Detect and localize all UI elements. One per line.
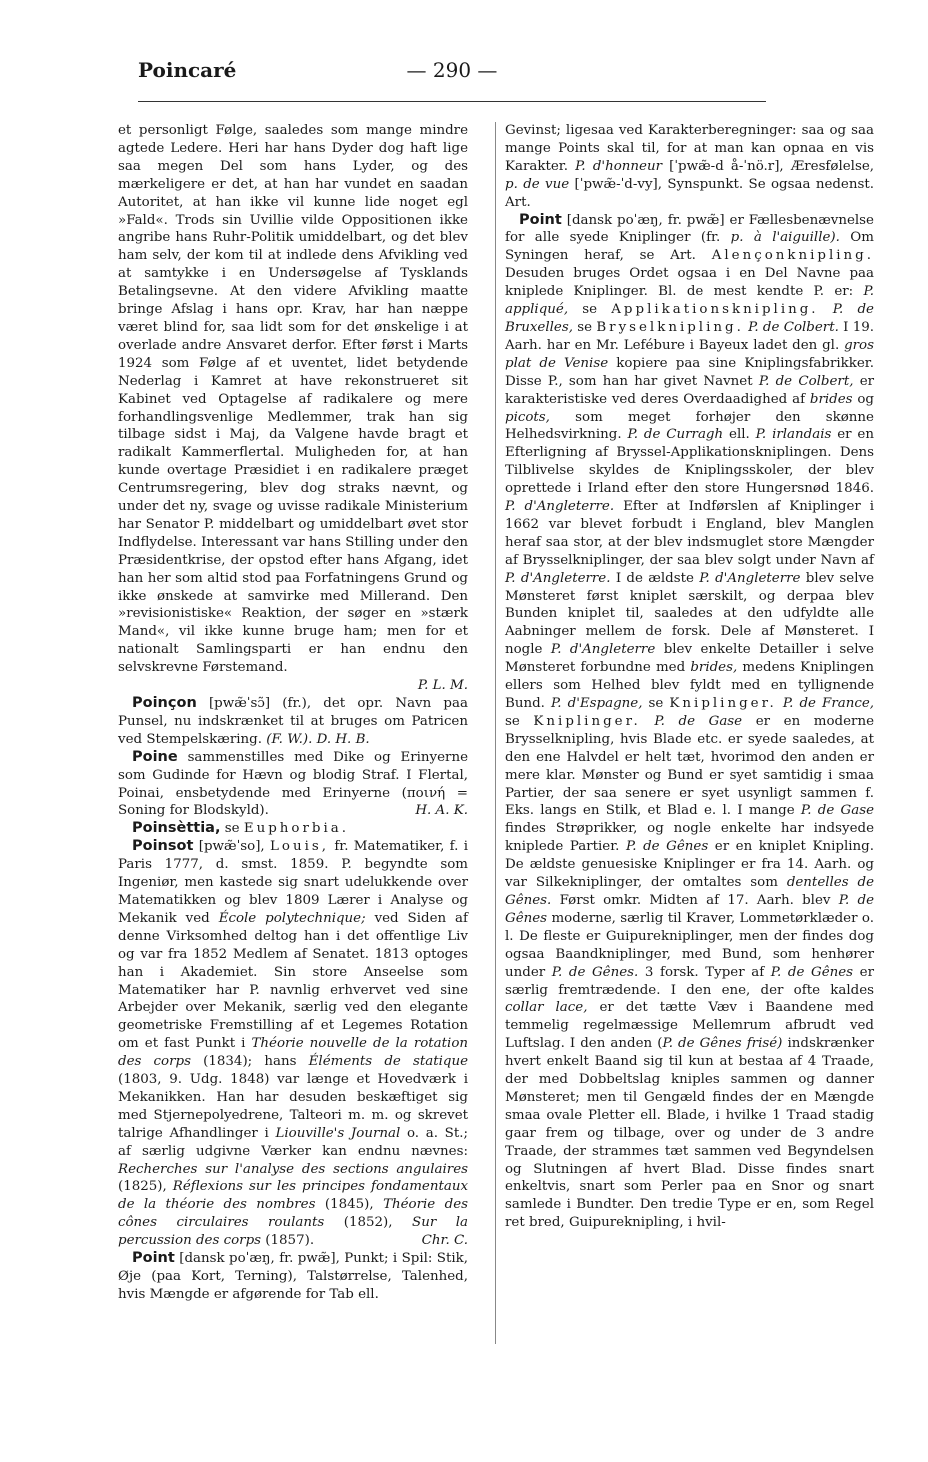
column-divider bbox=[495, 122, 496, 1344]
headword: Poinsèttia, bbox=[132, 820, 221, 837]
signature: H. A. K. bbox=[415, 803, 468, 819]
cross-reference: Euphorbia. bbox=[243, 821, 349, 837]
signature: Chr. C. bbox=[421, 1233, 468, 1249]
entry-point-1-continued: Gevinst; ligesaa ved Karakterberegninger: saa og saa mange Points skal til, for at man kan opnaa en vis Karakter. P. d'honneur [ˈpwæ̃-d å-ˈnö.r], Æresfølelse, p. de vue [ˈpwæ̃-ˈd-vy], Synspunkt. Se ogsaa nedenst. Art. bbox=[505, 123, 874, 210]
headword: Poinsot bbox=[132, 838, 194, 855]
entry-point-2: Point [dansk poˈæŋ, fr. pwæ̃] er Fællesbenævnelse for alle syede Kniplinger (fr. p. à l'aiguille). Om Syningen heraf, se Art. Alençonknipling. Desuden bruges Ordet ogsaa i en Del Navne paa kniplede Kniplinger. Bl. de mest kendte P. er: P. appliqué, se Applikationsknipling. P. de Bruxelles, se Bryselknipling. P. de Colbert. I 19. Aarh. har en Mr. Lefébure i Bayeux ladet den gl. gros plat de Venise kopiere paa sine Kniplingsfabrikker. Disse P., som han har givet Navnet P. de Colbert, er karakteristiske ved deres Overdaadighed af brides og picots, som meget forhøjer den skønne Helhedsvirkning. P. de Curragh ell. P. irlandais er en Efterligning af Bryssel-Applikationskniplingen. Dens Tilblivelse skyldes de Kniplingsskoler, der blev oprettede i Irland efter den store Hungersnød 1846. P. d'Angleterre. Efter at Indførslen af Kniplinger i 1662 var blevet forbudt i England, blev Manglen heraf saa stor, at der blev indsmuglet store Mængder af Brysselkniplinger, der saa blev solgt under Navn af P. d'Angleterre. I de ældste P. d'Angleterre blev selve Mønsteret først kniplet særskilt, og derpaa blev Bunden kniplet til, saaledes at den udfyldte alle Aabninger mellem de forsk. Dele af Mønsteret. I nogle P. d'Angleterre blev enkelte Detailler i selve Mønsteret forbundne med brides, medens Kniplingen ellers som Helhed blev fyldt med en tyllignende Bund. P. d'Espagne, se Kniplinger. P. de France, se Kniplinger. P. de Gase er en moderne Brysselknipling, hvis Blade etc. er syede saaledes, at den ene Halvdel er helt tæt, hvorimod den anden er mere klar. Mønster og Bund er syet samtidig i smaa Partier, der saa senere er syet usynligt sammen f. Eks. langs en Stilk, et Blad e. l. I mange P. de Gase findes Strøprikker, og nogle enkelte har indsyede kniplede Partier. P. de Gênes er en kniplet Knipling. De ældste genuesiske Kniplinger er fra 14. Aarh. og var Silkekniplinger, der omtaltes som dentelles de Gênes. Først omkr. Midten af 17. Aarh. blev P. de Gênes moderne, særlig til Kraver, Lommetørklæder o. l. De fleste er Guipurekniplinger, men der findes dog ogsaa Baandkniplinger, med Bund, som henhører under P. de Gênes. 3 forsk. Typer af P. de Gênes er særlig fremtrædende. I den ene, der ofte kaldes collar lace, er det tætte Væv i Baandene med temmelig regelmæssige Mellemrum afbrudt ved Luftslag. I den anden (P. de Gênes frisé) indskrænker hvert enkelt Baand sig til kun at bestaa af 4 Traade, der med Dobbeltslag kniples sammen og danner Mønsteret; men til Gengæld findes der en Mængde smaa ovale Pletter ell. Blade, i hvilke 1 Traad stadig gaar frem og tilbage, over og under de 3 andre Traade, der strammes tæt sammen ved Begyndelsen og Slutningen af hvert Blad. Disse findes snart enkeltvis, snart som Perler paa en Snor og snart samlede i Bundter. Den tredie Type er en, som Regel ret bred, Guipureknipling, i hvil- bbox=[505, 211, 875, 1231]
headword: Point bbox=[132, 1250, 175, 1267]
running-headword: Poincaré bbox=[138, 58, 237, 82]
entry-poine: Poine sammenstilles med Dike og Erinyerne som Gudinde for Hævn og blodig Straf. I Flertal, Poinai, ensbetydende med Erinyerne (ποινή = Soning for Blodskyld). H. A. K. bbox=[118, 748, 468, 819]
entry-poinsot: Poinsot [pwæ̃ˈso], Louis, fr. Matematiker, f. i Paris 1777, d. smst. 1859. P. begyndte som Ingeniør, men kastede sig snart udelukkende over Matematikken og blev 1809 Lærer i Analyse og Mekanik ved École polytechnique; ved Siden af denne Virksomhed deltog han i det offentlige Liv og var fra 1852 Medlem af Senatet. 1813 optoges han i Akademiet. Sin store Anseelse som Matematiker har P. navnlig erhvervet ved sine Arbejder over Mekanik, særlig ved den elegante geometriske Fremstilling af et Legemes Rotation om et fast Punkt i Théorie nouvelle de la rotation des corps (1834); hans Éléments de statique (1803, 9. Udg. 1848) var længe et Hovedværk i Mekanikken. Han har desuden beskæftiget sig med Stjernepolyedrene, Talteori m. m. og skrevet talrige Afhandlinger i Liouville's Journal o. a. St.; af særlig udgivne Værker kan endnu nævnes: Recherches sur l'analyse des sections angulaires (1825), Réflexions sur les principes fondamentaux de la théorie des nombres (1845), Théorie des cônes circulaires roulants (1852), Sur la percussion des corps (1857). Chr. C. bbox=[118, 838, 469, 1249]
entry-poinsettia: Poinsèttia, se Euphorbia. bbox=[132, 820, 349, 837]
page-number: — 290 — bbox=[406, 58, 498, 82]
right-column bbox=[505, 122, 874, 1232]
header-rule bbox=[138, 101, 766, 102]
page-header bbox=[138, 58, 766, 98]
entry-poincon: Poinçon [pwæ̃ˈsɔ̃] (fr.), det opr. Navn paa Punsel, nu indskrænket til at bruges om Patricen ved Stempelskæring. (F. W.). D. H. B. bbox=[118, 695, 468, 747]
entry-point-1: Point [dansk poˈæŋ, fr. pwæ̃], Punkt; i Spil: Stik, Øje (paa Kort, Terning), Talstørrelse, Talenhed, hvis Mængde er afgørende for Tab ell. bbox=[118, 1250, 468, 1302]
entry-poincare-continued: et personligt Følge, saaledes som mange mindre agtede Ledere. Heri har hans Dyder dog haft lige saa megen Del som hans Lyder, og des mærkeligere er det, at han har vundet en saadan Autoritet, at han ikke vil kunne lide noget egl »Fald«. Trods sin Uvillie vilde Oppositionen ikke angribe hans Ruhr-Politik umiddelbart, og det blev ham selv, der kom til at indlede dens Afvikling ved at samtykke i en Undersøgelse af Tysklands Betalingsevne. At den videre Afvikling maatte bringe Afslag i hans opr. Krav, har han næppe været blind for, saa lidt som for det ønskelige i at overlade andre Ansvaret derfor. Efter først i Marts 1924 som Følge af et uventet, lidet betydende Nederlag i Kamret at have rekonstrueret sit Kabinet ved Optagelse af radikalere og mere forhandlingsvenlige Medlemmer, trak han sig tilbage sidst i Maj, da Valgene havde bragt et radikalt Kammerflertal. Muligheden for, at han kunde overtage Præsidiet i en radikalere præget Centrumsregering, blev dog straks nævnt, og under det ny, svage og uvisse radikale Ministerium har Senator P. middelbart og umiddelbart øvet stor Indflydelse. Interessant var hans Stilling under den Præsidentkrise, der opstod efter hans Afgang, idet han her som altid stod paa Forfatningens Grund og ikke ønskede at samvirke med Millerand. Den »revisionistiske« Reaktion, der søger en »stærk Mand«, vil ikke kunne bruge ham; men for et nationalt Samlingsparti er han endnu den selvskrevne Førstemand. P. L. M. bbox=[118, 123, 468, 694]
signature: (F. W.). D. H. B. bbox=[266, 731, 370, 747]
headword: Poinçon bbox=[132, 695, 197, 711]
left-column bbox=[118, 122, 468, 1304]
headword: Point bbox=[519, 211, 562, 228]
headword: Poine bbox=[132, 748, 178, 765]
signature: P. L. M. bbox=[417, 678, 468, 694]
